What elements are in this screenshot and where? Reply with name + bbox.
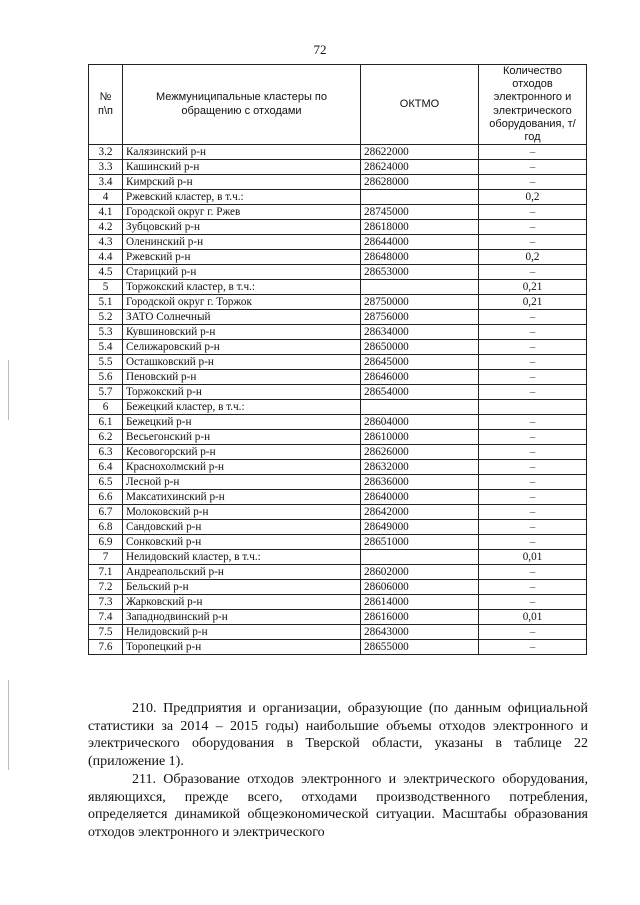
cell-name: Старицкий р-н — [123, 265, 361, 280]
cell-name: Калязинский р-н — [123, 145, 361, 160]
cell-name: Селижаровский р-н — [123, 340, 361, 355]
table-row — [89, 265, 587, 280]
table-row — [89, 625, 587, 640]
cell-oktmo: 28616000 — [361, 610, 479, 625]
cell-amount: – — [479, 205, 587, 220]
cell-num: 5.3 — [89, 325, 123, 340]
table-body — [89, 145, 587, 655]
cell-oktmo: 28643000 — [361, 625, 479, 640]
cell-oktmo — [361, 280, 479, 295]
cell-amount — [479, 400, 587, 415]
table-row — [89, 580, 587, 595]
cell-amount: – — [479, 505, 587, 520]
cell-num: 7.3 — [89, 595, 123, 610]
cell-oktmo: 28618000 — [361, 220, 479, 235]
scan-margin-mark — [8, 360, 9, 420]
cell-oktmo: 28655000 — [361, 640, 479, 655]
cell-num: 5.5 — [89, 355, 123, 370]
cell-num: 5.7 — [89, 385, 123, 400]
table-row — [89, 175, 587, 190]
table-row — [89, 490, 587, 505]
cell-oktmo: 28648000 — [361, 250, 479, 265]
cell-amount: 0,2 — [479, 250, 587, 265]
cell-amount: 0,01 — [479, 610, 587, 625]
cell-oktmo: 28653000 — [361, 265, 479, 280]
cell-name: Кашинский р-н — [123, 160, 361, 175]
cell-amount: 0,21 — [479, 295, 587, 310]
table-row — [89, 355, 587, 370]
table-row — [89, 250, 587, 265]
cell-amount: – — [479, 385, 587, 400]
cell-num: 4 — [89, 190, 123, 205]
header-cluster: Межмуниципальные кластеры по обращению с отходами — [123, 65, 361, 145]
cell-name: Торжокский кластер, в т.ч.: — [123, 280, 361, 295]
cell-name: Молоковский р-н — [123, 505, 361, 520]
table-row — [89, 235, 587, 250]
cell-num: 6.5 — [89, 475, 123, 490]
cell-amount: – — [479, 340, 587, 355]
cell-num: 5.4 — [89, 340, 123, 355]
cell-name: Жарковский р-н — [123, 595, 361, 610]
cell-num: 4.5 — [89, 265, 123, 280]
cell-name: Андреапольский р-н — [123, 565, 361, 580]
cell-num: 7.4 — [89, 610, 123, 625]
cell-oktmo: 28614000 — [361, 595, 479, 610]
cell-name: Ржевский кластер, в т.ч.: — [123, 190, 361, 205]
header-num: № п\п — [89, 65, 123, 145]
cell-name: Максатихинский р-н — [123, 490, 361, 505]
table-row — [89, 460, 587, 475]
cell-num: 7.2 — [89, 580, 123, 595]
paragraph-210 — [88, 700, 588, 770]
cell-oktmo: 28646000 — [361, 370, 479, 385]
cell-oktmo: 28654000 — [361, 385, 479, 400]
cell-num: 6.6 — [89, 490, 123, 505]
cell-amount: – — [479, 235, 587, 250]
cell-oktmo: 28610000 — [361, 430, 479, 445]
cell-name: Осташковский р-н — [123, 355, 361, 370]
cell-oktmo: 28636000 — [361, 475, 479, 490]
cell-name: ЗАТО Солнечный — [123, 310, 361, 325]
cell-amount: – — [479, 535, 587, 550]
table-row-cluster — [89, 400, 587, 415]
cell-name: Бежецкий р-н — [123, 415, 361, 430]
table-row — [89, 505, 587, 520]
clusters-table — [88, 64, 587, 655]
cell-num: 5 — [89, 280, 123, 295]
cell-amount: – — [479, 490, 587, 505]
cell-name: Торопецкий р-н — [123, 640, 361, 655]
cell-name: Лесной р-н — [123, 475, 361, 490]
table-row — [89, 220, 587, 235]
cell-oktmo: 28750000 — [361, 295, 479, 310]
cell-amount: – — [479, 595, 587, 610]
cell-amount: – — [479, 445, 587, 460]
table-row-cluster — [89, 190, 587, 205]
cell-num: 7.5 — [89, 625, 123, 640]
cell-oktmo: 28624000 — [361, 160, 479, 175]
cell-num: 4.4 — [89, 250, 123, 265]
table-row — [89, 610, 587, 625]
cell-num: 6.1 — [89, 415, 123, 430]
table-row — [89, 310, 587, 325]
cell-amount: – — [479, 160, 587, 175]
cell-num: 6.4 — [89, 460, 123, 475]
cell-name: Сандовский р-н — [123, 520, 361, 535]
cell-oktmo: 28649000 — [361, 520, 479, 535]
cell-amount: – — [479, 370, 587, 385]
cell-oktmo: 28634000 — [361, 325, 479, 340]
cell-name: Ржевский р-н — [123, 250, 361, 265]
table-row — [89, 325, 587, 340]
cell-name: Кувшиновский р-н — [123, 325, 361, 340]
table-row — [89, 445, 587, 460]
cell-amount: 0,21 — [479, 280, 587, 295]
table-row — [89, 565, 587, 580]
cell-oktmo: 28651000 — [361, 535, 479, 550]
scan-margin-mark — [8, 680, 9, 770]
paragraph-text: 211. Образование отходов электронного и электрического оборудования, являющихся, прежде всего, отходами производственного потребления, определяется динамикой общеэкономической ситуации. Масштабы образования отходов электронного и электрического — [88, 772, 588, 840]
cell-oktmo — [361, 190, 479, 205]
table-row — [89, 370, 587, 385]
cell-name: Весьегонский р-н — [123, 430, 361, 445]
cell-name: Зубцовский р-н — [123, 220, 361, 235]
paragraph-211 — [88, 771, 588, 841]
cell-amount: – — [479, 565, 587, 580]
cell-name: Оленинский р-н — [123, 235, 361, 250]
cell-name: Городской округ г. Торжок — [123, 295, 361, 310]
cell-name: Западнодвинский р-н — [123, 610, 361, 625]
cell-name: Торжокский р-н — [123, 385, 361, 400]
cell-oktmo: 28650000 — [361, 340, 479, 355]
cell-oktmo: 28602000 — [361, 565, 479, 580]
cell-num: 6.2 — [89, 430, 123, 445]
cell-amount: – — [479, 355, 587, 370]
header-amount: Количество отходов электронного и электрического оборудования, т/год — [479, 65, 587, 145]
table-row — [89, 640, 587, 655]
cell-oktmo: 28604000 — [361, 415, 479, 430]
cell-num: 6.8 — [89, 520, 123, 535]
table-row — [89, 475, 587, 490]
table-row — [89, 595, 587, 610]
cell-name: Кесовогорский р-н — [123, 445, 361, 460]
cell-amount: – — [479, 175, 587, 190]
cell-num: 7.1 — [89, 565, 123, 580]
cell-amount: – — [479, 430, 587, 445]
cell-num: 6.3 — [89, 445, 123, 460]
table-row — [89, 205, 587, 220]
cell-num: 5.6 — [89, 370, 123, 385]
cell-oktmo: 28645000 — [361, 355, 479, 370]
cell-oktmo: 28745000 — [361, 205, 479, 220]
cell-amount: – — [479, 460, 587, 475]
cell-num: 4.3 — [89, 235, 123, 250]
cell-amount: – — [479, 475, 587, 490]
cell-amount: 0,01 — [479, 550, 587, 565]
cell-num: 4.2 — [89, 220, 123, 235]
cell-name: Городской округ г. Ржев — [123, 205, 361, 220]
cell-oktmo: 28756000 — [361, 310, 479, 325]
cell-amount: – — [479, 265, 587, 280]
cell-name: Бельский р-н — [123, 580, 361, 595]
table-row — [89, 340, 587, 355]
cell-oktmo — [361, 400, 479, 415]
cell-num: 6 — [89, 400, 123, 415]
cell-amount: – — [479, 145, 587, 160]
cell-name: Бежецкий кластер, в т.ч.: — [123, 400, 361, 415]
cell-oktmo: 28628000 — [361, 175, 479, 190]
table-row-cluster — [89, 550, 587, 565]
cell-amount: – — [479, 415, 587, 430]
cell-num: 3.4 — [89, 175, 123, 190]
cell-oktmo: 28626000 — [361, 445, 479, 460]
paragraph-text: 210. Предприятия и организации, образующие (по данным официальной статистики за 2014 – 2015 годы) наибольшие объемы отходов электронного и электрического оборудования в Тверской области, указаны в таблице 22 (приложение 1). — [88, 701, 588, 769]
cell-name: Краснохолмский р-н — [123, 460, 361, 475]
table-row-cluster — [89, 280, 587, 295]
cell-name: Нелидовский р-н — [123, 625, 361, 640]
cell-amount: – — [479, 625, 587, 640]
table-row — [89, 295, 587, 310]
cell-oktmo: 28642000 — [361, 505, 479, 520]
cell-amount: – — [479, 640, 587, 655]
cell-num: 5.1 — [89, 295, 123, 310]
cell-oktmo: 28640000 — [361, 490, 479, 505]
cell-name: Нелидовский кластер, в т.ч.: — [123, 550, 361, 565]
table-row — [89, 415, 587, 430]
table-row — [89, 160, 587, 175]
table-row — [89, 535, 587, 550]
cell-amount: – — [479, 520, 587, 535]
table-header-row — [89, 65, 587, 145]
cell-amount: – — [479, 310, 587, 325]
table-row — [89, 385, 587, 400]
cell-amount: 0,2 — [479, 190, 587, 205]
cell-name: Пеновский р-н — [123, 370, 361, 385]
table-row — [89, 520, 587, 535]
cell-amount: – — [479, 580, 587, 595]
cell-oktmo — [361, 550, 479, 565]
cell-num: 6.9 — [89, 535, 123, 550]
cell-num: 3.2 — [89, 145, 123, 160]
cell-num: 5.2 — [89, 310, 123, 325]
cell-num: 3.3 — [89, 160, 123, 175]
cell-oktmo: 28644000 — [361, 235, 479, 250]
cell-oktmo: 28606000 — [361, 580, 479, 595]
header-oktmo: ОКТМО — [361, 65, 479, 145]
table-row — [89, 430, 587, 445]
cell-oktmo: 28632000 — [361, 460, 479, 475]
cell-num: 6.7 — [89, 505, 123, 520]
cell-amount: – — [479, 325, 587, 340]
table-row — [89, 145, 587, 160]
page-number: 72 — [313, 42, 327, 57]
cell-name: Кимрский р-н — [123, 175, 361, 190]
cell-num: 7.6 — [89, 640, 123, 655]
cell-num: 7 — [89, 550, 123, 565]
cell-amount: – — [479, 220, 587, 235]
cell-oktmo: 28622000 — [361, 145, 479, 160]
cell-name: Сонковский р-н — [123, 535, 361, 550]
cell-num: 4.1 — [89, 205, 123, 220]
